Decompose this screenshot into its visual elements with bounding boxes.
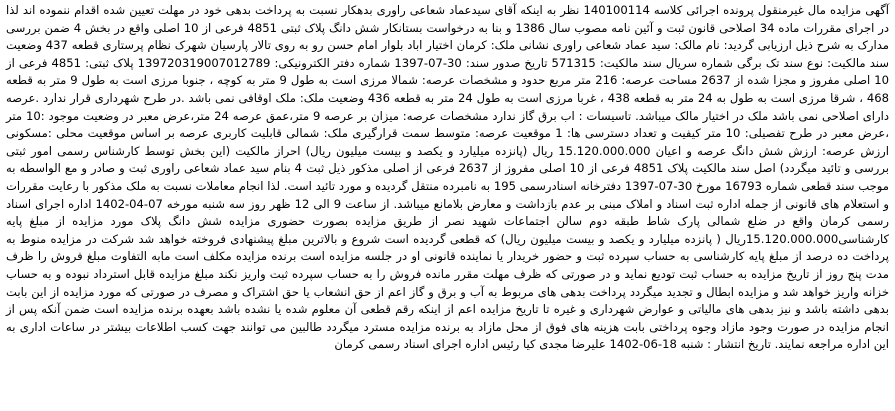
notice-body-text: آگهی مزایده مال غیرمنقول پرونده اجرائی کلاسه 140100114 نظر به اینکه آقای سیدعماد شعاعی راوری بدهکار نسبت به پرداخت بدهی خود در مهلت تعیین شده اقدام ننموده اند لذا در اجرای مقررات ماده 34 اصلاحی قانون ثبت و آئین نامه مصوب سال 1386 و بنا به درخواست بستانکار شش دانگ پلاک ثبتی 4851 فرعی از 10 اصلی واقع در بخش 4 ضمن بررسی مدارک به شرح ذیل ارزیابی گردید: نام مالک: سید عماد شعاعی راوری نشانی ملک: کرمان اختیار اباد بلوار امام حسن رو به روی تالار پارسیان شهرک نظام پرستاری قطعه 437 وضعیت سند مالکیت: نوع سند تک برگی شماره سریال سند مالکیت: 571315 تاریخ صدور سند: 30-07-1397 شماره دفتر الکترونیکی: 139720319007012789 پلاک ثبتی: 4851 فرعی از 10 اصلی مفروز و مجزا شده از 2637 مساحت عرصه: 216 متر مربع حدود و مشخصات عرصه: شمالا مرزی است به طول 9 متر به کوچه ، جنوبا مرزی است به طول 9 متر به قطعه 468 ، شرقا مرزی است به طول به 24 متر به قطعه 438 ، غربا مرزی است به طول 24 متر به قطعه 436 وضعیت ملک: ملک اوقافی نمی باشد .در طرح شهرداری قرار ندارد .عرصه دارای اصلاحی نمی باشد ملک در اختیار مالک میباشد. تاسیسات : اب برق گاز ندارد مشخصات عرصه: میزان بر عرصه 9 متر،عمق عرصه 24 متر،عرض معبر در وضعیت موجود :10 متر ،عرض معبر در طرح تفصیلی: 10 متر کیفیت و تعداد دسترسی ها: 1 موقعیت عرصه: متوسط سمت قرارگیری ملک: شمالی قابلیت کاربری عرصه بر اساس موقعیت محلی :مسکونی ارزش عرصه: ارزش شش دانگ عرصه و اعیان 15.120.000.000 ریال (پانزده میلیارد و یکصد و بیست میلیون ریال) احراز مالکیت (این بخش توسط کارشناس رسمی امور ثبتی بررسی و تائید میگردد) اصل سند مالکیت پلاک 4851 فرعی از 10 اصلی مفروز از 2637 فرعی از اصلی مذکور ذیل ثبت 4 بنام سید عماد شعاعی راوری ثبت و صادر و مع الواسطه به موجب سند قطعی شماره 16793 مورخ 30-07-1397 دفترخانه اسنادرسمی 195 به نامبرده منتقل گردیده و مورد تائید است. لذا انجام معاملات نسبت به ملک مذکور با رعایت مقررات و استعلام های قانونی از جمله اداره ثبت اسناد و املاک مبنی بر عدم بازداشت و معارض بلامانع میباشد. از ساعت 9 الی 12 ظهر روز سه شنبه مورخه 07-04-1402 اداره اجرای اسناد رسمی کرمان واقع در ضلع شمالی پارک شاط طبقه دوم سالن اجتماعات شهید نصر از طریق مزایده بصورت حضوری مزایده شش دانگ پلاک مورد مزایده از مبلغ پایه کارشناسی15.120.000.000ریال ( پانزده میلیارد و یکصد و بیست میلیون ریال) که قطعی گردیده است شروع و بالاترین مبلغ پیشنهادی فروخته خواهد شد شرکت در مزایده منوط به پرداخت ده درصد از مبلغ پایه کارشناسی به حساب سپرده ثبت و حضور خریدار یا نماینده قانونی او در جلسه مزایده است برنده مزایده مکلف است مابه التفاوت مبلغ فروش را ظرف مدت پنج روز از تاریخ مزایده به حساب ثبت تودیع نماید و در صورتی که ظرف مهلت مقرر مانده فروش را به حساب سپرده ثبت واریز نکند مبلغ مزایده قابل استرداد نبوده و به حساب خزانه واریز خواهد شد و مزایده ابطال و تجدید میگردد پرداخت بدهی های مربوط به آب و برق و گاز اعم از حق انشعاب یا حق اشتراک و مصرف در صورتی که مورد مزایده از این بابت بدهی داشته باشد و نیز بدهی های مالیاتی و عوارض شهرداری و غیره تا تاریخ مزایده اعم از اینکه رقم قطعی آن معلوم شده یا نشده باشد بعهده برنده مزایده است ضمن آنکه پس از انجام مزایده در صورت وجود مازاد وجوه پرداختی بابت هزینه های فوق از محل مازاد به برنده مزایده مسترد میگردد طالبین می توانند جهت کسب اطلاعات بیشتر در ساعات اداری به این اداره مراجعه نمایند. تاریخ انتشار : شنبه 18-06-1402 علیرضا مجدی کیا رئیس اداره اجرای اسناد رسمی کرمان [6,3,890,352]
